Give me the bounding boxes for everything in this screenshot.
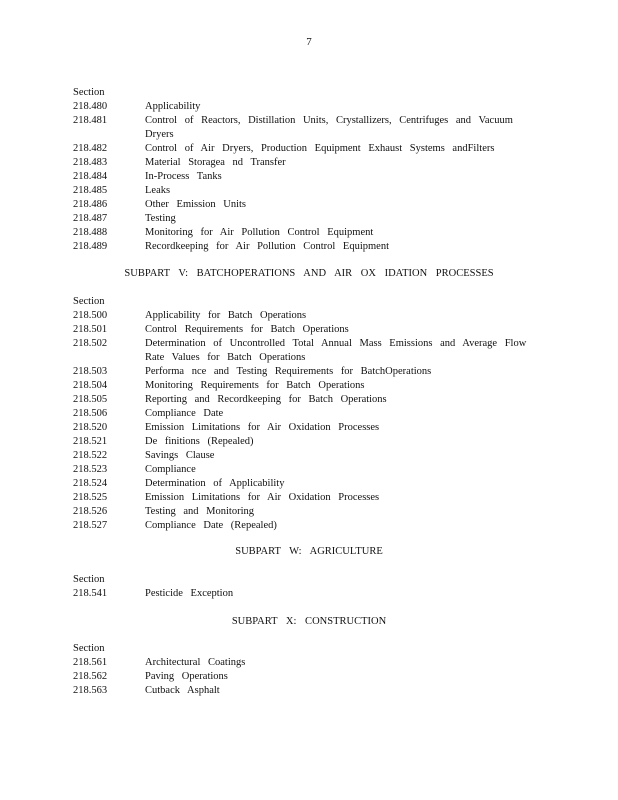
section-title: Pesticide Exception bbox=[145, 588, 234, 599]
section-title: Emission Limitations for Air Oxidation Processes bbox=[145, 422, 380, 433]
section-title: Applicability bbox=[145, 101, 201, 112]
section-row bbox=[73, 156, 553, 170]
section-number: 218.524 bbox=[73, 478, 108, 489]
section-column-label: Section bbox=[73, 574, 105, 585]
section-number: 218.500 bbox=[73, 310, 108, 321]
section-number: 218.502 bbox=[73, 338, 108, 349]
section-title: Applicability for Batch Operations bbox=[145, 310, 307, 321]
section-title: Determination of Applicability bbox=[145, 478, 285, 489]
section-row bbox=[73, 670, 553, 684]
section-row bbox=[73, 656, 553, 670]
section-title: Leaks bbox=[145, 185, 171, 196]
section-row bbox=[73, 142, 553, 156]
section-number: 218.561 bbox=[73, 657, 108, 668]
section-row bbox=[73, 170, 553, 184]
section-row bbox=[73, 100, 553, 114]
section-row bbox=[73, 365, 553, 379]
section-title: Emission Limitations for Air Oxidation Processes bbox=[145, 492, 380, 503]
section-row bbox=[73, 421, 553, 435]
section-title: Paving Operations bbox=[145, 671, 228, 682]
section-row bbox=[73, 184, 553, 198]
section-title: Recordkeeping for Air Pollution Control Equipment bbox=[145, 241, 390, 252]
section-column-label: Section bbox=[73, 643, 105, 654]
section-row bbox=[73, 337, 553, 365]
section-number: 218.522 bbox=[73, 450, 108, 461]
section-title: Architectural Coatings bbox=[145, 657, 246, 668]
subpart-w-heading: SUBPART W: AGRICULTURE bbox=[235, 546, 383, 557]
section-number: 218.488 bbox=[73, 227, 108, 238]
section-title: Monitoring for Air Pollution Control Equipment bbox=[145, 227, 374, 238]
section-number: 218.480 bbox=[73, 101, 108, 112]
subpart-x-heading: SUBPART X: CONSTRUCTION bbox=[231, 616, 387, 627]
section-number: 218.504 bbox=[73, 380, 108, 391]
section-title: Reporting and Recordkeeping for Batch Operations bbox=[145, 394, 387, 405]
section-number: 218.489 bbox=[73, 241, 108, 252]
section-number: 218.527 bbox=[73, 520, 108, 531]
section-row bbox=[73, 212, 553, 226]
section-row bbox=[73, 198, 553, 212]
section-title: Control of Reactors, Distillation Units, Crystallizers, Centrifuges and Vacuum Dryers bbox=[145, 115, 513, 140]
section-number: 218.506 bbox=[73, 408, 108, 419]
subpart-v-heading: SUBPART V: BATCHOPERATIONS AND AIR OX IDATION PROCESSES bbox=[124, 268, 494, 279]
section-row bbox=[73, 323, 553, 337]
section-row bbox=[73, 477, 553, 491]
section-number: 218.484 bbox=[73, 171, 108, 182]
section-number: 218.541 bbox=[73, 588, 108, 599]
section-column-label: Section bbox=[73, 296, 105, 307]
section-title: Control Requirements for Batch Operations bbox=[145, 324, 349, 335]
section-number: 218.525 bbox=[73, 492, 108, 503]
section-number: 218.487 bbox=[73, 213, 108, 224]
section-number: 218.526 bbox=[73, 506, 108, 517]
section-title: Material Storagea nd Transfer bbox=[145, 157, 286, 168]
section-title: Control of Air Dryers, Production Equipment Exhaust Systems andFilters bbox=[145, 143, 495, 154]
section-title: Compliance Date bbox=[145, 408, 224, 419]
section-title: Compliance bbox=[145, 464, 196, 475]
section-number: 218.563 bbox=[73, 685, 108, 696]
section-list-block bbox=[73, 86, 553, 254]
section-number: 218.505 bbox=[73, 394, 108, 405]
section-number: 218.503 bbox=[73, 366, 108, 377]
section-number: 218.481 bbox=[73, 115, 108, 126]
section-title: Cutback Asphalt bbox=[145, 685, 220, 696]
section-list-block bbox=[73, 642, 553, 698]
section-title: Testing and Monitoring bbox=[145, 506, 255, 517]
section-number: 218.485 bbox=[73, 185, 108, 196]
section-number: 218.521 bbox=[73, 436, 108, 447]
section-title: Savings Clause bbox=[145, 450, 215, 461]
section-number: 218.562 bbox=[73, 671, 108, 682]
section-number: 218.482 bbox=[73, 143, 108, 154]
section-number: 218.483 bbox=[73, 157, 108, 168]
section-title: Compliance Date (Repealed) bbox=[145, 520, 277, 531]
section-row bbox=[73, 309, 553, 323]
section-title: Monitoring Requirements for Batch Operations bbox=[145, 380, 365, 391]
section-title: De finitions (Repealed) bbox=[145, 436, 254, 447]
section-title: Determination of Uncontrolled Total Annual Mass Emissions and Average Flow Rate Values for Batch Operations bbox=[145, 338, 527, 363]
section-number: 218.520 bbox=[73, 422, 108, 433]
section-title: In-Process Tanks bbox=[145, 171, 222, 182]
section-title: Testing bbox=[145, 213, 176, 224]
section-row bbox=[73, 379, 553, 393]
section-number: 218.486 bbox=[73, 199, 108, 210]
section-row bbox=[73, 519, 553, 533]
section-row bbox=[73, 393, 553, 407]
section-row bbox=[73, 505, 553, 519]
section-row bbox=[73, 491, 553, 505]
section-column-label: Section bbox=[73, 87, 105, 98]
section-row bbox=[73, 684, 553, 698]
section-title: Other Emission Units bbox=[145, 199, 246, 210]
section-row bbox=[73, 587, 553, 601]
section-row bbox=[73, 240, 553, 254]
section-row bbox=[73, 463, 553, 477]
section-number: 218.501 bbox=[73, 324, 108, 335]
section-list-block bbox=[73, 573, 553, 601]
section-list-block bbox=[73, 295, 553, 533]
page-number: 7 bbox=[306, 36, 312, 48]
section-number: 218.523 bbox=[73, 464, 108, 475]
section-row bbox=[73, 435, 553, 449]
section-row bbox=[73, 114, 553, 142]
section-row bbox=[73, 226, 553, 240]
section-row bbox=[73, 407, 553, 421]
section-row bbox=[73, 449, 553, 463]
section-title: Performa nce and Testing Requirements for BatchOperations bbox=[145, 366, 432, 377]
